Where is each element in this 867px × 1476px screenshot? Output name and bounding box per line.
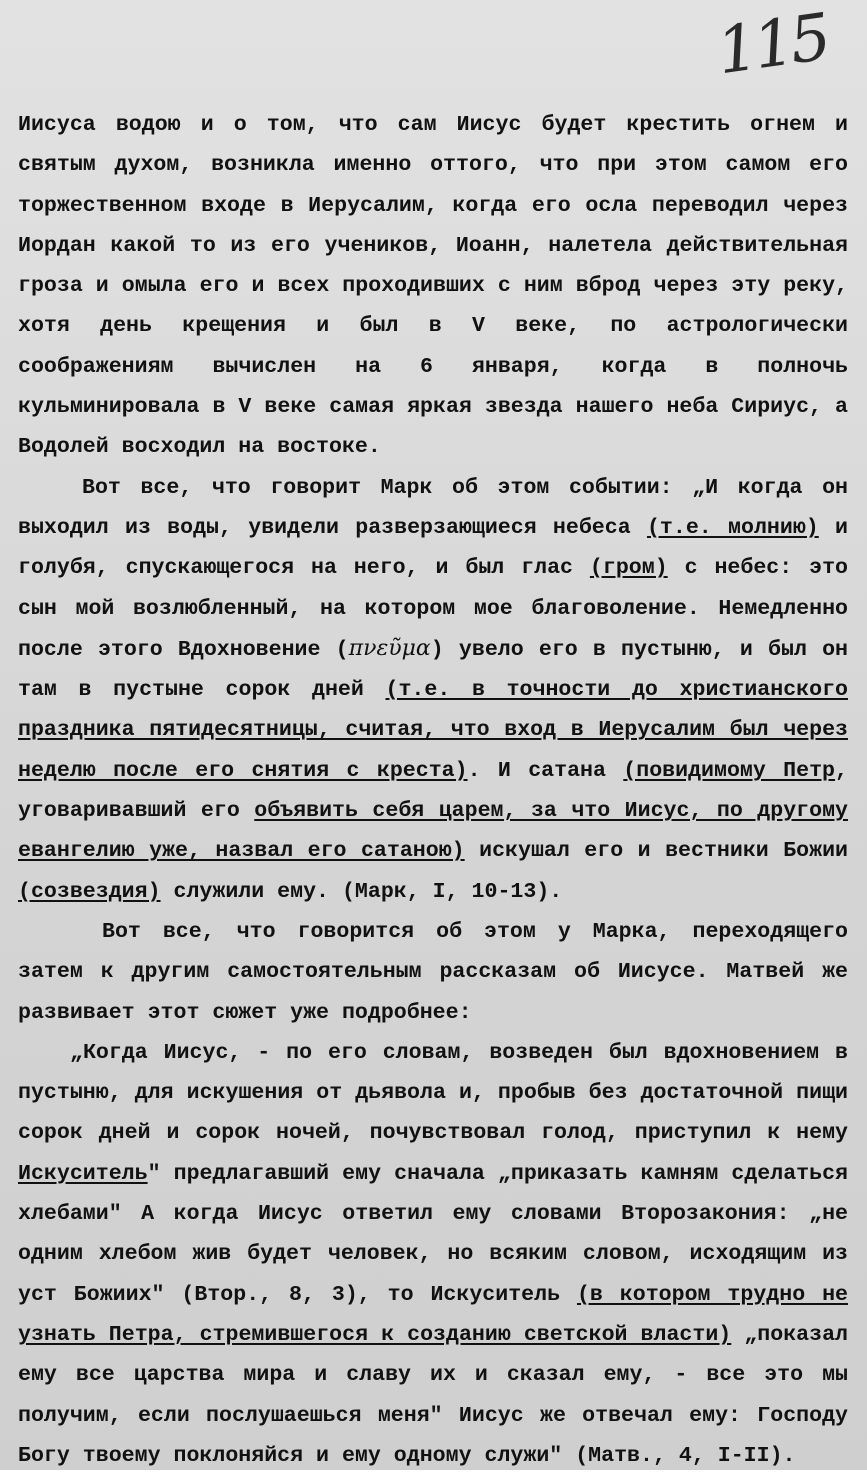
- text-segment: „показал ему все царства мира и славу их и сказал ему, - все это мы получим, если послушаешься меня" Иисус же отвечал ему: Господу Богу твоему поклоняйся и ему одному служи" (Матв., 4, I-II).: [18, 1322, 848, 1468]
- text-segment: Вот все, что говорится об этом у Марка, переходящего затем к другим самостоятельным рассказам об Иисусе. Матвей же развивает этот сюжет уже подробнее:: [18, 919, 848, 1025]
- text-segment: " предлагавший ему сначала „приказать камням сделаться хлебами" А когда Иисус ответил ему словами Второзакония: „не одним хлебом жив будет человек, но всяким словом, исходящим из уст Божиих" (Втор., 8, 3), то Искуситель: [18, 1161, 848, 1307]
- underlined-phrase: объявить себя царем, за что Иисус, по другому евангелию уже, назвал его сатаною): [18, 799, 848, 864]
- underlined-phrase: (гром): [589, 556, 668, 581]
- underlined-phrase: Искуситель: [18, 1161, 148, 1186]
- text-segment: искушал его и вестники Божии: [464, 839, 848, 864]
- underlined-phrase: (т.е. молнию): [646, 515, 819, 540]
- underlined-phrase: (т.е. в точности до христианского праздника пятидесятницы, считая, что вход в Иерусалим был через неделю после его снятия с креста): [18, 678, 848, 783]
- text-segment: Вот все, что говорит Марк об этом событии: „И когда он выходил из воды, увидели разверзающиеся небеса: [18, 475, 848, 540]
- text-segment: с небес: это сын мой возлюбленный, на котором мое благоволение. Немедленно после этого Вдохновение (: [18, 556, 848, 662]
- paragraph: [18, 105, 848, 468]
- document-body: [18, 105, 848, 1476]
- paragraph: [18, 468, 848, 912]
- text-segment: , уговаривавший его: [18, 758, 848, 824]
- text-segment: . И сатана: [467, 758, 624, 783]
- text-segment: ) увело его в пустыню, и был он там в пустыне сорок дней: [18, 637, 848, 703]
- paragraph: [18, 1033, 848, 1476]
- underlined-phrase: (созвездия): [18, 879, 161, 904]
- underlined-phrase: (в котором трудно не узнать Петра, стремившегося к созданию светской власти): [18, 1282, 848, 1347]
- text-segment: Иисуса водою и о том, что сам Иисус будет крестить огнем и святым духом, возникла именно оттого, что при этом самом его торжественном входе в Иерусалим, когда его осла переводил через Иордан какой то из его учеников, Иоанн, налетела действительная гроза и омыла его и всех проходивших с ним вброд через эту реку, хотя день крещения и был в V веке, по астрологически соображениям вычислен на 6 января, когда в полночь кульминировала в V веке самая яркая звезда нашего неба Сириус, а Водолей восходил на востоке.: [18, 113, 848, 460]
- text-segment: „Когда Иисус, - по его словам, возведен был вдохновением в пустыню, для искушения от дьявола и, пробыв без достаточной пищи сорок дней и сорок ночей, почувствовал голод, приступил к нему: [18, 1040, 848, 1146]
- text-segment: служили ему. (Марк, I, 10-13).: [160, 879, 563, 904]
- page-folio-number: 115: [712, 0, 832, 90]
- paragraph: [18, 912, 848, 1033]
- text-segment: и голубя, спускающегося на него, и был глас: [18, 515, 848, 581]
- handwritten-greek-word: πνεῦμα: [348, 635, 431, 661]
- underlined-phrase: (повидимому Петр: [623, 758, 836, 783]
